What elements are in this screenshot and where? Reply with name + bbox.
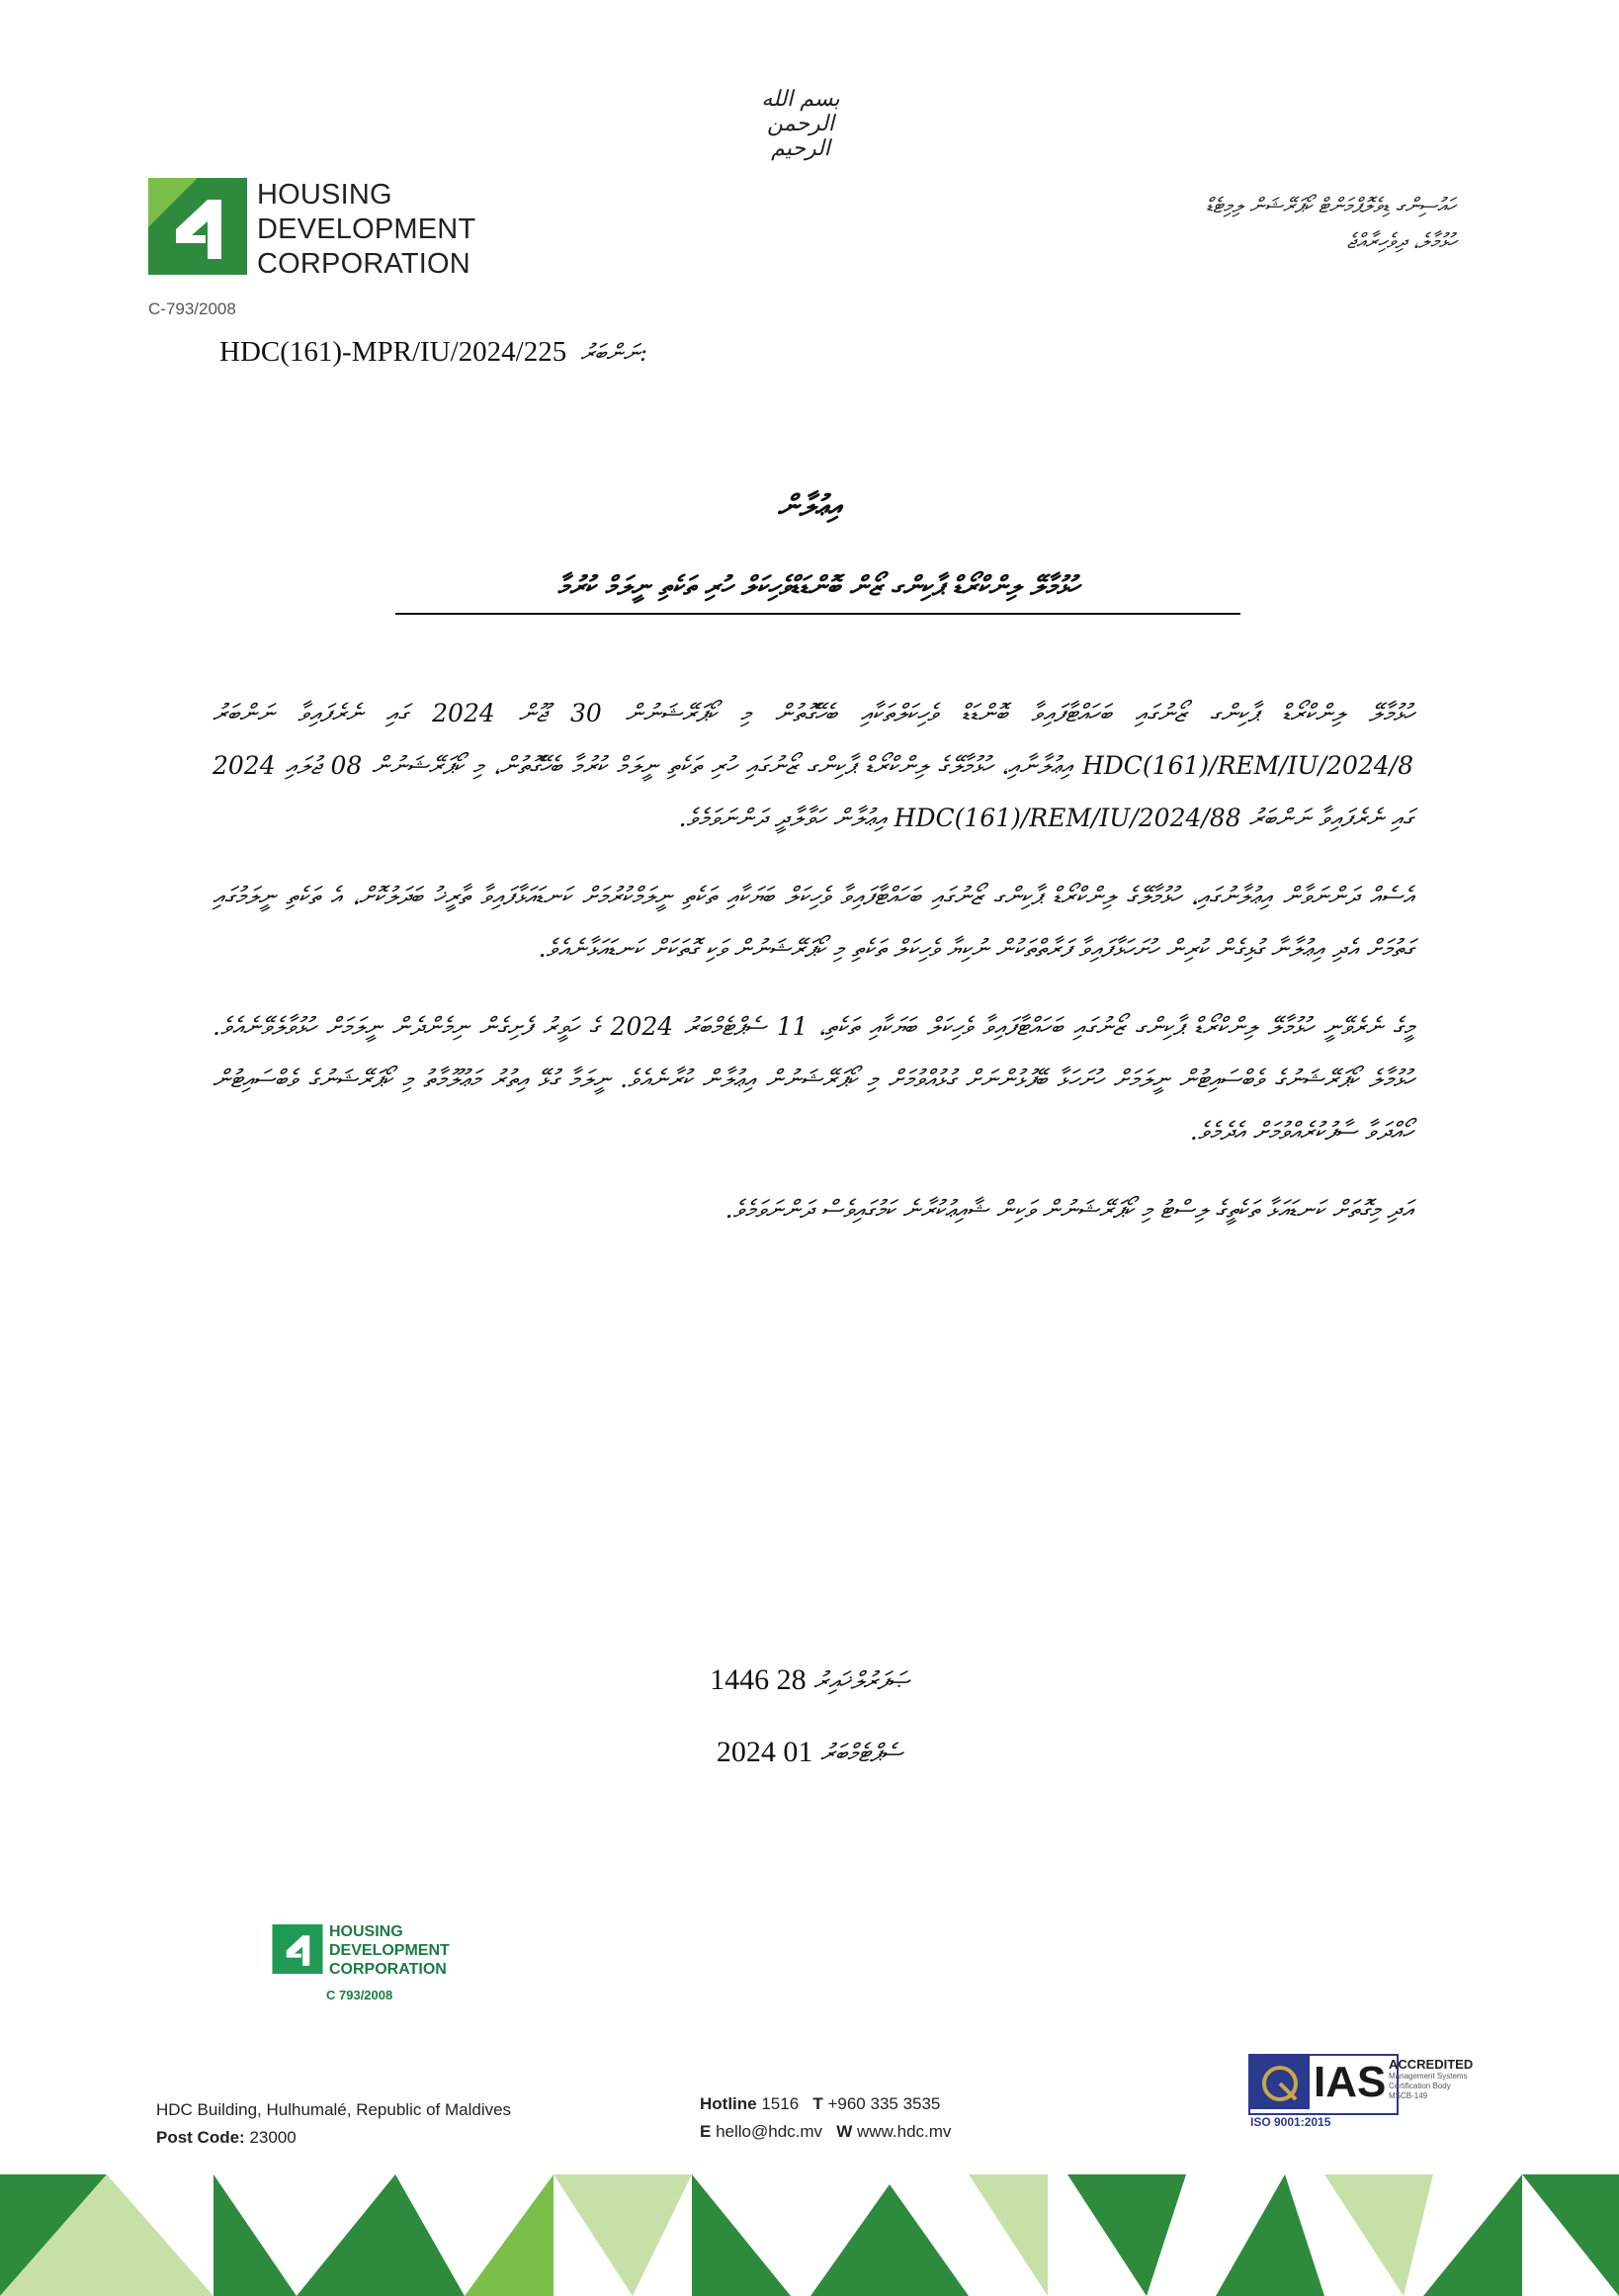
ias-accredited	[1389, 2058, 1473, 2101]
reference-value: HDC(161)-MPR/IU/2024/225	[219, 336, 567, 368]
logo-line-3: CORPORATION	[257, 248, 470, 280]
body-paragraph-2: އެސެއް ދަންނަވާން އިޢުލާނުގައި، ހުޅުމާލޭގެ ލިންކްރޯޑް ޕާކިންގ ޒޯނުގައި ބަހައްޓާފައިވާ ވެހިކަލް ބަޔަކާއި ތަކެތި ނީލަމްކުރުމަށް ކަނޑައަޅާފައިވާ ތާރީޚު ބަދަލުކޮށް، އެ ތަކެތި ނީލަމުގައި ގަތުމަށް އެދި އިޢުލާނާ ގުޅިގެން ކުރިން ހުށަހަޅާފައިވާ ފަރާތްތަކުން ނުކިޔާ ވެހިކަލް ތަކެތި މި ކޯޕަރޭޝަނުން ވަކި ގޮތަކަށް ކަނޑައަޅާނެއެވެ.	[213, 882, 1413, 963]
phone-row	[700, 2090, 951, 2118]
greg-month: ސެޕްޓެމްބަރު	[819, 1739, 903, 1767]
gregorian-date	[0, 1736, 1619, 1769]
hdc-logo-icon	[148, 178, 247, 275]
reference-label: ނަންބަރު:	[580, 339, 648, 367]
notice-subject: ހުޅުމާލޭ ލިންކްރޯޑް ޕާކިންގ ޒޯން ބޮންޑަޑްވެހިކަލް ހުރި ތަކެތި ނީލަމް ކުރުމާ	[395, 571, 1240, 615]
org-name-line-1: ހައުސިންގ ޑިވެލޮޕްމަންޓް ކޯޕަރޭޝަން ލިމިޓެޑް	[1205, 194, 1456, 217]
web-label: W	[836, 2122, 853, 2141]
logo-line-2: DEVELOPMENT	[257, 213, 476, 245]
org-name-line-2: ހުޅުމާލެ، ދިވެހިރާއްޖެ	[1346, 229, 1456, 253]
bismillah-calligraphy: بسم الله الرحمن الرحيم	[761, 87, 840, 161]
stamp-logo-icon	[272, 1924, 323, 1974]
ias-accredited-label: ACCREDITED	[1389, 2057, 1474, 2072]
reference-number	[219, 336, 647, 369]
postcode-row	[156, 2124, 511, 2152]
hijri-date	[0, 1663, 1619, 1697]
iso-standard: ISO 9001:2015	[1250, 2115, 1331, 2129]
ias-certification-badge	[1248, 2054, 1474, 2138]
phone-label: T	[812, 2094, 823, 2113]
ias-code: MSCB-149	[1389, 2091, 1428, 2100]
body-paragraph-1: ހުޅުމާލޭ ލިންކްރޯޑް ޕާކިންގ ޒޯނުގައި ބަހައްޓާފައިވާ ބޮންޑަޑް ވެހިކަލްތަކާއި ބެހޭގޮތުން މި ކޯޕަރޭޝަނުން 30 ޖޫން 2024 ގައި ނެރެފައިވާ ނަންބަރު HDC(161)/REM/IU/2024/8 އިޢުލާނާއި، ހުޅުމާލޭގެ ލިންކްރޯޑް ޕާކިންގ ޒޯނުގައި ހުރި ތަކެތި ނީލަމް ކުރުމާ ބެހޭގޮތުން، މި ކޯޕަރޭޝަނުން 08 ޖުލައި 2024 ގައި ނެރެފައިވާ ނަންބަރު HDC(161)/REM/IU/2024/88 އިޢުލާން ހަވާލާދީ ދަންނަވަމެވެ.	[213, 699, 1413, 832]
hotline-value: 1516	[761, 2094, 800, 2113]
company-stamp	[272, 1922, 469, 2041]
postcode-label: Post Code:	[156, 2128, 245, 2147]
hotline-label: Hotline	[700, 2094, 757, 2113]
notice-body	[213, 687, 1413, 1261]
website-link[interactable]: www.hdc.mv	[857, 2122, 952, 2141]
greg-day: 01	[783, 1736, 813, 1768]
ias-emblem-icon	[1250, 2056, 1310, 2109]
registration-number: C-793/2008	[148, 299, 236, 318]
body-paragraph-4: އަދި މިގޮތަށް ކަނޑައަޅާ ތަކެތީގެ ލިސްޓު މި ކޯޕަރޭޝަނުން ވަކިން ޝާއިޢުކުރާނެ ކަމުގައިވެސް ދަންނަވަމެވެ.	[724, 1195, 1413, 1224]
ias-mark: IAS	[1314, 2058, 1387, 2106]
phone-value: +960 335 3535	[827, 2094, 941, 2113]
notice-title: އިޢުލާން	[777, 489, 842, 524]
hijri-day: 28	[776, 1663, 807, 1696]
body-paragraph-3: މީގެ ނެރެވޭނީ ހުޅުމާލޭ ލިންކްރޯޑް ޕާކިންގ ޒޯނުގައި ބަހައްޓާފައިވާ ވެހިކަލް ބަޔަކާއި ތަކެތި، 11 ސެޕްޓެމްބަރު 2024 ގެ ހަވީރު ފެށިގެން ނިމެންދެން ނީލަމަށް ހުޅުވާލެވޭނެއެވެ. ހުޅުމާލެ ކޯޕަރޭޝަނުގެ ވެބްސައިޓުން ނީލަމަށް ހުށަހަޅާ ބޭފުޅުންނަށް ގުޅުއްވުމަށް މި ކޯޕަރޭޝަނުން އިޢުލާން ކުރާނެއެވެ. ނީލަމާ ގުޅޭ އިތުރު މަޢުލޫމާތު މި ކޯޕަރޭޝަނުގެ ވެބްސައިޓުން ހޯއްދަވާ ސާފުކުރެއްވުމަށް އެދެމެވެ.	[213, 1012, 1413, 1146]
email-link[interactable]: hello@hdc.mv	[716, 2122, 823, 2141]
postcode-value: 23000	[249, 2128, 297, 2147]
stamp-line-3: CORPORATION	[329, 1961, 447, 1978]
footer-address	[156, 2096, 511, 2152]
hdc-logo	[148, 178, 504, 280]
footer-triangle-pattern	[0, 2174, 1619, 2296]
ias-subtitle: Management Systems Certification Body	[1389, 2072, 1468, 2090]
organization-name-dhivehi	[1206, 188, 1456, 259]
greg-year: 2024	[716, 1736, 776, 1768]
hijri-year: 1446	[710, 1663, 770, 1696]
address-line: HDC Building, Hulhumalé, Republic of Maldives	[156, 2100, 512, 2119]
hijri-month: ޞަފަރުލްޚައިރު	[813, 1666, 909, 1695]
web-row	[700, 2118, 951, 2146]
stamp-line-1: HOUSING	[329, 1923, 403, 1940]
email-label: E	[700, 2122, 712, 2141]
logo-line-1: HOUSING	[257, 179, 392, 211]
stamp-line-2: DEVELOPMENT	[329, 1942, 450, 1959]
footer-contact	[700, 2090, 951, 2146]
stamp-registration: C 793/2008	[326, 1988, 393, 2002]
